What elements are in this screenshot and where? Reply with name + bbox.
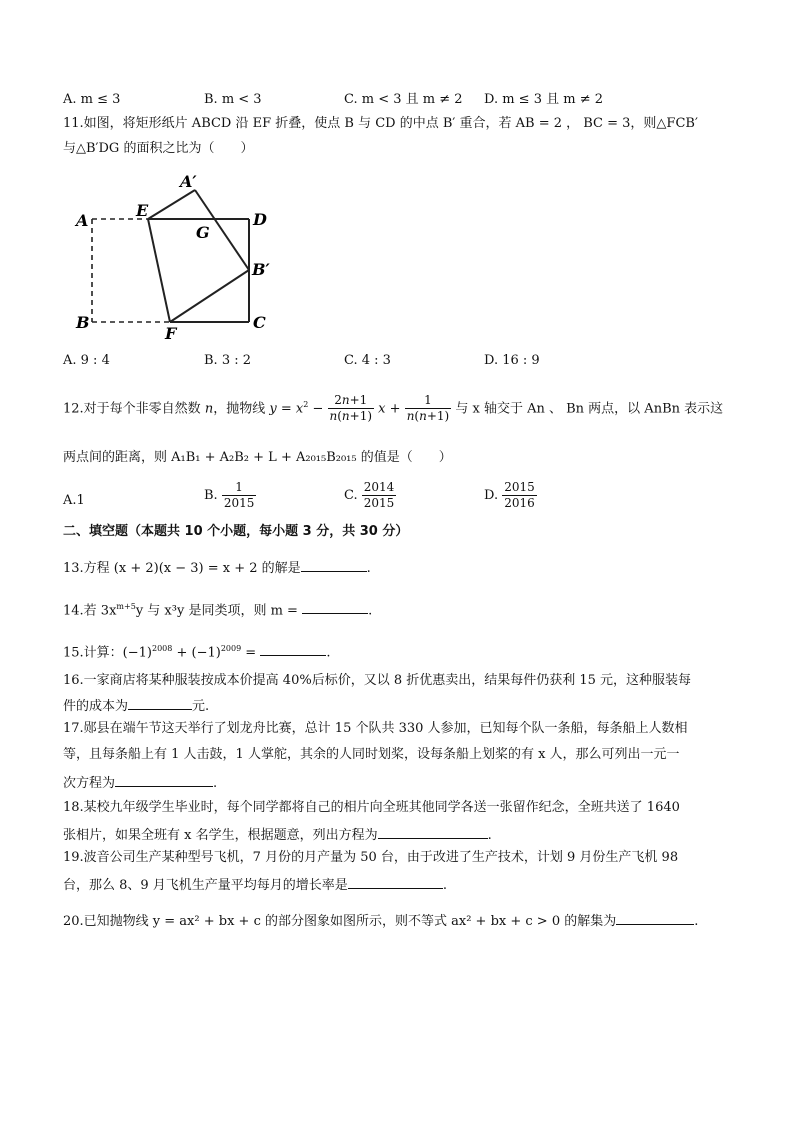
q14-answer-blank[interactable] (302, 599, 368, 614)
q20-answer-blank[interactable] (616, 910, 694, 925)
q12-option-b-label: B. (204, 488, 218, 503)
q11-option-b: B. 3 : 2 (204, 353, 252, 368)
q14-text: 14.若 3x (63, 603, 117, 619)
label-f: F (165, 324, 177, 343)
segment-EF (148, 219, 170, 322)
q15-text: 15.计算：(−1) (63, 645, 152, 661)
q11-option-a: A. 9 : 4 (63, 353, 110, 368)
label-b-prime: B′ (252, 260, 270, 279)
q12-option-c-label: C. (344, 488, 358, 503)
segment-FB-prime (170, 270, 249, 322)
q16-answer-blank[interactable] (128, 695, 192, 710)
q11-stem-line2: 与△B′DG 的面积之比为（ ） (63, 141, 254, 156)
q13-answer-blank[interactable] (301, 557, 367, 572)
q15-answer-blank[interactable] (260, 641, 326, 656)
q10-option-d: D. m ≤ 3 且 m ≠ 2 (484, 92, 603, 107)
q15-mid: + (−1) (172, 645, 221, 661)
q12-mid: ，抛物线 (213, 401, 266, 417)
q15-eq: = (241, 645, 257, 661)
q15 (63, 640, 330, 662)
q19-end: . (442, 878, 447, 893)
q20-end: . (694, 914, 699, 929)
q20-text: 20.已知抛物线 y = ax² + bx + c 的部分图象如图所示，则不等式 ax² + bx + c > 0 的解集为 (63, 914, 617, 929)
q10-option-b: B. m < 3 (204, 92, 262, 107)
q12-option-d-den: 2016 (504, 496, 535, 510)
q16-line2 (63, 695, 209, 716)
q12-option-d-num: 2015 (504, 480, 535, 494)
label-c: C (253, 313, 266, 332)
q15-sup1: 2008 (151, 644, 173, 653)
label-g: G (196, 223, 210, 242)
q18-line2-text: 张相片，如果全班有 x 名学生，根据题意，列出方程为 (63, 828, 378, 843)
q11-option-c: C. 4 : 3 (344, 353, 391, 368)
q16-line2-text: 件的成本为 (63, 699, 129, 714)
q17-line3 (63, 772, 217, 793)
q19-line2-text: 台，那么 8、9 月飞机生产量平均每月的增长率是 (63, 878, 348, 893)
q17-line2: 等，且每条船上有 1 人击鼓，1 人掌舵，其余的人同时划桨，设每条船上划桨的有 x 人，那么可列出一元一 (63, 747, 680, 762)
q10-option-c: C. m < 3 且 m ≠ 2 (344, 92, 463, 107)
label-a: A (76, 211, 89, 230)
q19-answer-blank[interactable] (348, 874, 443, 889)
q12-option-c (344, 480, 396, 511)
q17-end: . (213, 776, 218, 791)
label-a-prime: A′ (180, 172, 197, 191)
q15-sup2: 2009 (220, 644, 242, 653)
q11-figure (70, 165, 290, 345)
q12-stem-line1: 12.对于每个非零自然数 n，抛物线 $y = x^2$ − $\frac{2n+1}{n(n+1)}$ x + $\frac{1}{n(n+1)}$ 与 x 轴交于 An 、 Bn 两点，以 AnBn 表示这 (63, 393, 724, 424)
q18-line1: 18.某校九年级学生毕业时，每个同学都将自己的相片向全班其他同学各送一张留作纪念，全班共送了 1640 (63, 800, 680, 815)
label-d: D (253, 210, 267, 229)
q17-line1: 17.郧县在端午节这天举行了划龙舟比赛，总计 15 个队共 330 人参加，已知每个队一条船，每条船上人数相 (63, 721, 688, 736)
q17-line3-text: 次方程为 (63, 776, 116, 791)
q12-option-c-num: 2014 (363, 480, 395, 494)
q20 (63, 910, 698, 931)
q14 (63, 598, 372, 620)
q12-prefix: 12.对于每个非零自然数 (63, 401, 201, 417)
q14-end: . (368, 603, 373, 619)
q10-option-a: A. m ≤ 3 (63, 92, 121, 107)
q13-end: . (366, 561, 371, 576)
q13 (63, 557, 371, 578)
q12-option-d-label: D. (484, 488, 499, 503)
q19-line1: 19.波音公司生产某种型号飞机，7 月份的月产量为 50 台，由于改进了生产技术，计划 9 月份生产飞机 98 (63, 850, 679, 865)
q12-option-b-den: 2015 (223, 496, 255, 510)
q18-end: . (487, 828, 492, 843)
q18-line2 (63, 824, 492, 845)
q11-option-d: D. 16 : 9 (484, 353, 540, 368)
q14-mid: y 与 x³y 是同类项，则 m = (135, 603, 298, 619)
q17-answer-blank[interactable] (115, 772, 213, 787)
q12-option-b (204, 480, 256, 511)
q12-fraction-1: $\frac{2n+1}{n(n+1)}$ (329, 393, 373, 424)
q12-suffix: 与 x 轴交于 An 、 Bn 两点，以 AnBn 表示这 (455, 401, 724, 417)
q12-option-d (484, 480, 537, 511)
q15-end: . (326, 645, 331, 661)
q12-fraction-2: $\frac{1}{n(n+1)}$ (406, 393, 450, 424)
q12-option-c-den: 2015 (363, 496, 395, 510)
q12-option-b-num: 1 (222, 480, 257, 496)
label-b: B (76, 313, 90, 332)
q14-sup: m+5 (116, 602, 136, 611)
section-2-heading: 二、填空题（本题共 10 个小题，每小题 3 分，共 30 分） (63, 524, 409, 539)
q12-option-a: A.1 (63, 493, 85, 508)
segment-EA-prime (148, 190, 195, 219)
q11-stem-line1: 11.如图，将矩形纸片 ABCD 沿 EF 折叠，使点 B 与 CD 的中点 B′ 重合，若 AB = 2 ， BC = 3，则△FCB′ (63, 116, 698, 131)
q12-stem-line2: 两点间的距离，则 A₁B₁ + A₂B₂ + L + A₂₀₁₅B₂₀₁₅ 的值是（ ） (63, 450, 452, 465)
q13-text: 13.方程 (x + 2)(x − 3) = x + 2 的解是 (63, 561, 301, 576)
label-e: E (136, 201, 149, 220)
q16-line1: 16.一家商店将某种服装按成本价提高 40%后标价，又以 8 折优惠卖出，结果每件仍获利 15 元，这种服装每 (63, 673, 692, 688)
q18-answer-blank[interactable] (378, 824, 488, 839)
q19-line2 (63, 874, 447, 895)
q16-end: 元. (192, 699, 210, 714)
